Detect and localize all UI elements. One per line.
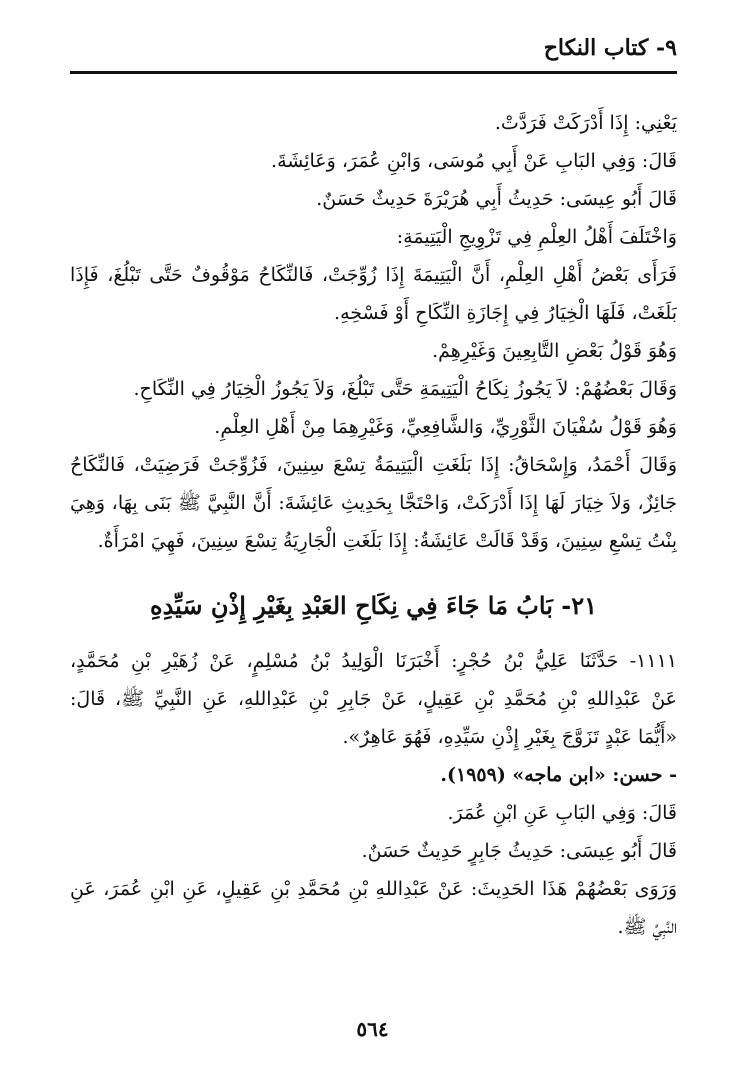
text-line: قَالَ: وَفِي البَابِ عَنْ أَبِي مُوسَى، وَابْنِ عُمَرَ، وَعَائِشَةَ. xyxy=(271,150,677,172)
page-number: ٥٦٤ xyxy=(356,1017,389,1041)
hadith-line: ١١١١- حَدَّثَنَا عَلِيُّ بْنُ حُجْرٍ: أَخْبَرَنَا الْوَلِيدُ بْنُ مُسْلِمٍ، عَنْ زُهَيْرِ بْنِ مُحَمَّدٍ، xyxy=(70,650,677,672)
hadith-text: «أَيُّمَا عَبْدٍ تَزَوَّجَ بِغَيْرِ إِذْنِ سَيِّدِهِ، فَهُوَ عَاهِرٌ». xyxy=(342,726,677,748)
text-line: وَقَالَ أَحْمَدُ، وَإِسْحَاقُ: إِذَا بَلَغَتِ الْيَتِيمَةُ تِسْعَ سِنِينَ، فَزُوِّجَتْ فَرَضِيَتْ، فَالنِّكَاحُ xyxy=(70,454,677,476)
hadith-line: عَنْ عَبْدِاللهِ بْنِ مُحَمَّدِ بْنِ عَقِيلٍ، عَنْ جَابِرِ بْنِ عَبْدِاللهِ، عَنِ النَّبِيِّ ﷺ، قَالَ: xyxy=(70,688,677,710)
text-line: وَاخْتَلَفَ أَهْلُ العِلْمِ فِي تَزْوِيجِ الْيَتِيمَةِ: xyxy=(396,226,677,248)
hadith-line: قَالَ: وَفِي البَابِ عَنِ ابْنِ عُمَرَ. xyxy=(447,802,677,824)
page-body xyxy=(70,104,677,946)
text-line: وَهُوَ قَوْلُ سُفْيَانَ الثَّوْرِيِّ، وَالشَّافِعِيِّ، وَغَيْرِهِمَا مِنْ أَهْلِ العِلْمِ. xyxy=(214,416,677,438)
text-line: وَقَالَ بَعْضُهُمْ: لاَ يَجُوزُ نِكَاحُ الْيَتِيمَةِ حَتَّى تَبْلُغَ، وَلاَ يَجُوزُ الْخِيَارُ فِي النِّكَاحِ. xyxy=(133,378,677,400)
header-rule xyxy=(70,71,677,74)
running-title: ٩- كتاب النكاح xyxy=(543,35,677,61)
text-line: فَرَأَى بَعْضُ أَهْلِ العِلْمِ، أَنَّ الْيَتِيمَةَ إِذَا زُوِّجَتْ، فَالنِّكَاحُ مَوْقُوفٌ حَتَّى تَبْلُغَ، فَإِذَا xyxy=(70,264,677,286)
text-line: بِنْتُ تِسْعِ سِنِينَ، وَقَدْ قَالَتْ عَائِشَةُ: إِذَا بَلَغَتِ الْجَارِيَةُ تِسْعَ سِنِينَ، فَهِيَ امْرَأَةٌ. xyxy=(97,530,677,552)
text-line: جَائِزٌ، وَلاَ خِيَارَ لَهَا إِذَا أَدْرَكَتْ، وَاحْتَجَّا بِحَدِيثِ عَائِشَةَ: أَنَّ النَّبِيَّ ﷺ بَنَى بِهَا، وَهِيَ xyxy=(70,492,677,514)
hadith-grade: - حسن: «ابن ماجه» (١٩٥٩). xyxy=(440,764,677,786)
text-line: قَالَ أَبُو عِيسَى: حَدِيثُ أَبِي هُرَيْرَةَ حَدِيثٌ حَسَنٌ. xyxy=(316,188,677,210)
text-line: يَعْنِي: إِذَا أَدْرَكَتْ فَرَدَّتْ. xyxy=(494,112,677,134)
hadith-line: النَّبِيِّ ﷺ. xyxy=(617,916,677,938)
text-line: وَهُوَ قَوْلُ بَعْضِ التَّابِعِينَ وَغَيْرِهِمْ. xyxy=(432,340,677,362)
text-line: بَلَغَتْ، فَلَهَا الْخِيَارُ فِي إِجَازَةِ النِّكَاحِ أَوْ فَسْخِهِ. xyxy=(334,302,677,324)
hadith-line: قَالَ أَبُو عِيسَى: حَدِيثُ جَابِرٍ حَدِيثٌ حَسَنٌ. xyxy=(361,840,677,862)
hadith-line: وَرَوَى بَعْضُهُمْ هَذَا الحَدِيثَ: عَنْ عَبْدِاللهِ بْنِ مُحَمَّدِ بْنِ عَقِيلٍ، عَنِ ابْنِ عُمَرَ، عَنِ xyxy=(70,878,677,900)
chapter-heading: ٢١- بَابُ مَا جَاءَ فِي نِكَاحِ العَبْدِ بِغَيْرِ إِذْنِ سَيِّدِهِ xyxy=(150,591,597,620)
